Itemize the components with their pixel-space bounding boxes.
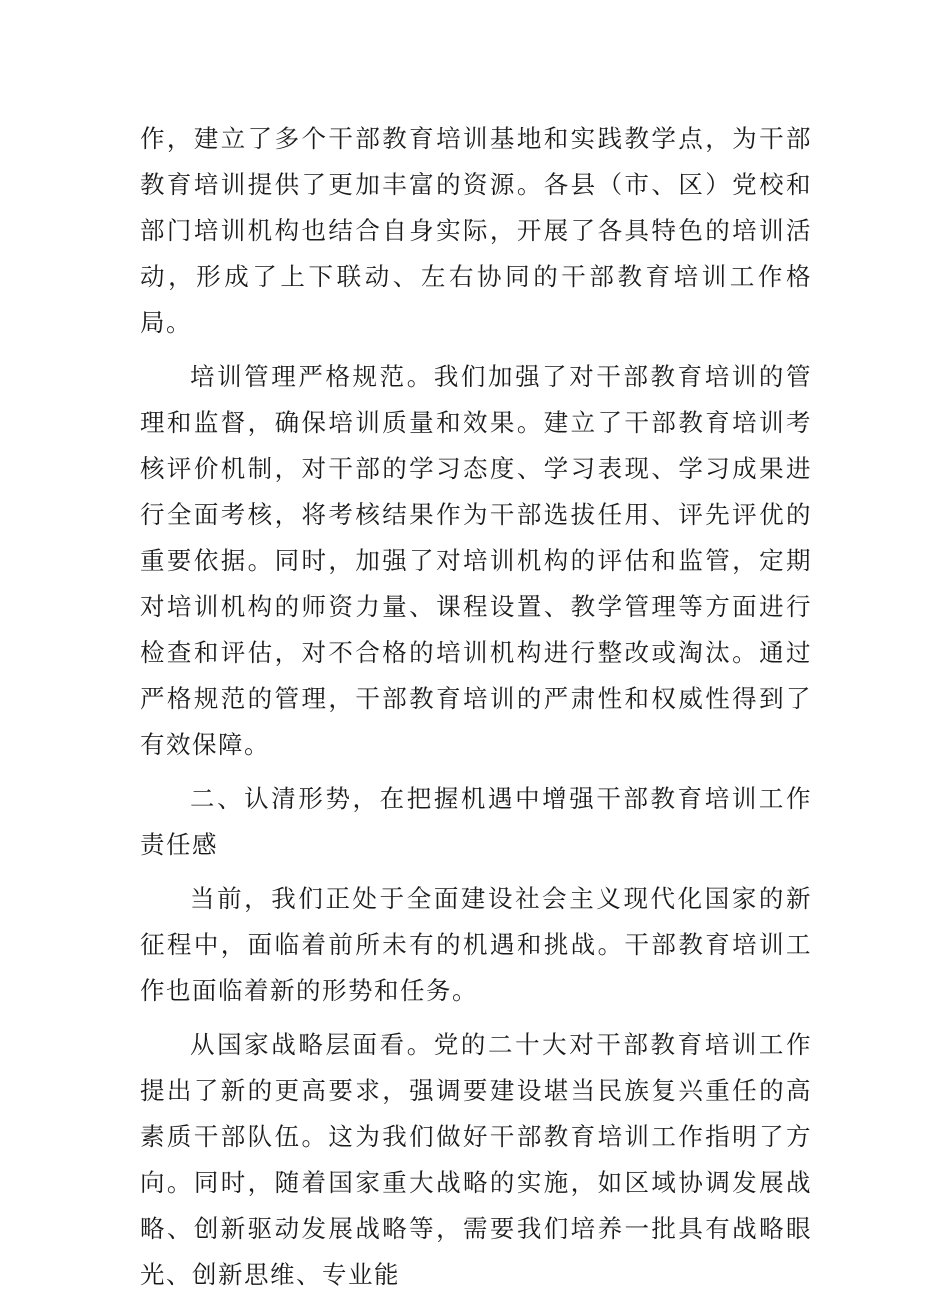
paragraph-training-management: 培训管理严格规范。我们加强了对干部教育培训的管理和监督，确保培训质量和效果。建立了干部教育培训考核评价机制，对干部的学习态度、学习表现、学习成果进行全面考核，将考核结果作为干部选拔任用、评先评优的重要依据。同时，加强了对培训机构的评估和监管，定期对培训机构的师资力量、课程设置、教学管理等方面进行检查和评估，对不合格的培训机构进行整改或淘汰。通过严格规范的管理，干部教育培训的严肃性和权威性得到了有效保障。	[140, 362, 812, 759]
paragraph-continuation: 作，建立了多个干部教育培训基地和实践教学点，为干部教育培训提供了更加丰富的资源。各县（市、区）党校和部门培训机构也结合自身实际，开展了各具特色的培训活动，形成了上下联动、左右协同的干部教育培训工作格局。	[140, 124, 812, 337]
document-body	[140, 116, 812, 1298]
paragraph-national-strategy: 从国家战略层面看。党的二十大对干部教育培训工作提出了新的更高要求，强调要建设堪当民族复兴重任的高素质干部队伍。这为我们做好干部教育培训工作指明了方向。同时，随着国家重大战略的实施，如区域协调发展战略、创新驱动发展战略等，需要我们培养一批具有战略眼光、创新思维、专业能	[140, 1030, 812, 1289]
paragraph-current-situation: 当前，我们正处于全面建设社会主义现代化国家的新征程中，面临着前所未有的机遇和挑战。干部教育培训工作也面临着新的形势和任务。	[140, 884, 812, 1005]
section-heading: 二、认清形势，在把握机遇中增强干部教育培训工作责任感	[140, 784, 812, 859]
